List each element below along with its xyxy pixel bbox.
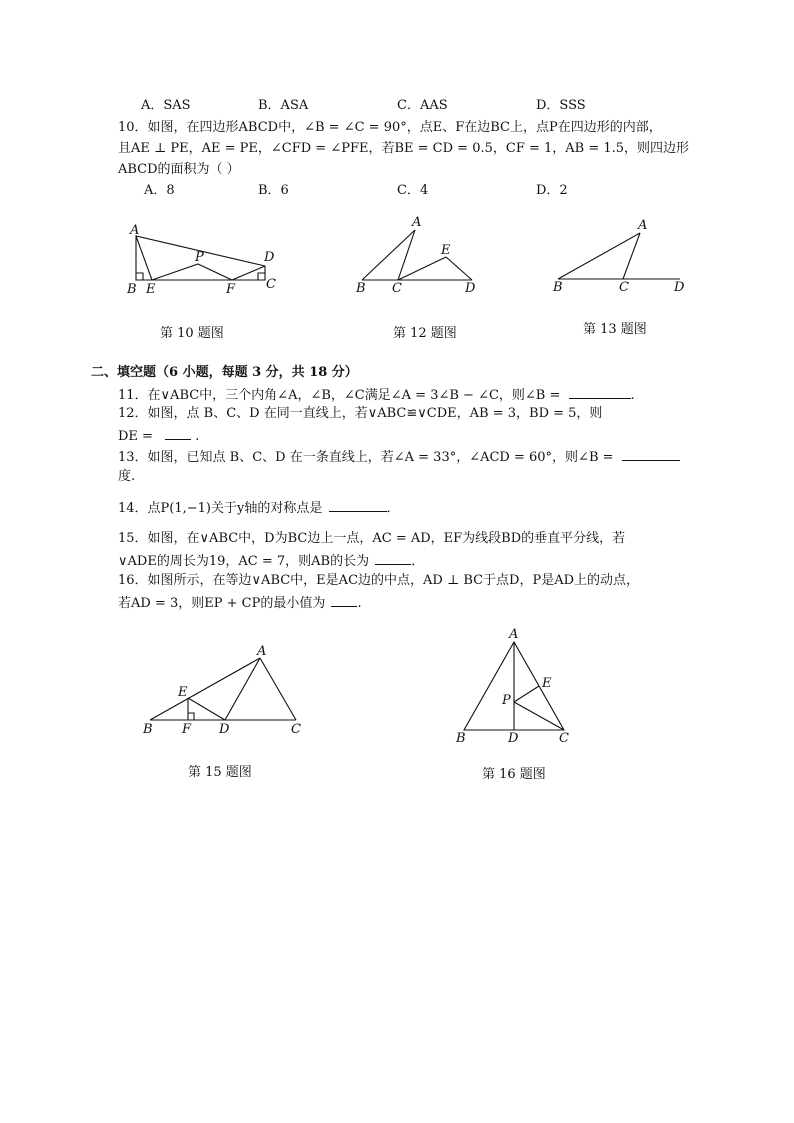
fig12-label-a: A	[412, 215, 422, 230]
q12-answer-blank[interactable]	[165, 427, 191, 440]
fig16-label-a: A	[509, 627, 519, 642]
q11-text: 11．在∨ABC中，三个内角∠A，∠B，∠C满足∠A = 3∠B − ∠C，则∠B =	[118, 388, 561, 403]
fig16-label-d: D	[508, 731, 519, 746]
fig15-right-angle-f	[188, 713, 194, 720]
fig15-label-e: E	[178, 685, 188, 700]
figure-15	[140, 645, 310, 745]
q10-option-d: D．2	[536, 183, 568, 198]
fig10-caption: 第 10 题图	[160, 326, 224, 341]
fig15-caption: 第 15 题图	[188, 765, 252, 780]
fig12-caption: 第 12 题图	[393, 326, 457, 341]
q16-text-2: 若AD = 3，则EP + CP的最小值为	[118, 596, 326, 611]
fig12-label-e: E	[441, 243, 451, 258]
q13-text: 13．如图，已知点 B、C、D 在一条直线上，若∠A = 33°，∠ACD = 60°，则∠B =	[118, 450, 614, 465]
q9-option-a: A．SAS	[141, 98, 191, 113]
q12-line-1: 12．如图，点 B、C、D 在同一直线上，若∨ABC≌∨CDE，AB = 3，BD = 5，则	[118, 406, 603, 421]
q12-line-2	[118, 427, 199, 445]
fig15-label-c: C	[291, 722, 301, 737]
fig12-label-c: C	[392, 281, 402, 296]
q9-option-c: C．AAS	[397, 98, 448, 113]
fig15-label-a: A	[257, 644, 267, 659]
fig15-label-d: D	[219, 722, 230, 737]
fig10-label-e: E	[146, 282, 156, 297]
fig15-label-b: B	[143, 722, 153, 737]
q15-line-1: 15．如图，在∨ABC中，D为BC边上一点，AC = AD，EF为线段BD的垂直平分线，若	[118, 531, 626, 546]
figure-12	[350, 210, 490, 300]
fig10-label-p: P	[195, 250, 204, 265]
fig10-right-angle-c	[258, 273, 265, 280]
q16-period: .	[357, 596, 362, 611]
q11-answer-blank[interactable]	[569, 386, 631, 399]
fig10-label-b: B	[127, 282, 137, 297]
q12-period: .	[195, 429, 200, 444]
fig15-label-f: F	[182, 722, 192, 737]
figure-16	[452, 626, 582, 756]
section-2-heading: 二、填空题（6 小题，每题 3 分，共 18 分）	[91, 365, 358, 380]
fig16-label-e: E	[542, 676, 552, 691]
q9-option-b: B．ASA	[258, 98, 309, 113]
q16-line-1: 16．如图所示，在等边∨ABC中，E是AC边的中点，AD ⊥ BC于点D，P是AD上的动点，	[118, 573, 640, 588]
q9-option-d: D．SSS	[536, 98, 586, 113]
fig13-segment-ac	[623, 233, 640, 279]
fig16-segment-pe	[514, 686, 539, 702]
q14-text: 14．点P(1,−1)关于y轴的对称点是	[118, 501, 323, 516]
fig16-label-b: B	[456, 731, 466, 746]
fig10-path-epf	[152, 264, 265, 280]
fig10-right-angle-b	[136, 273, 143, 280]
q10-line-3: ABCD的面积为（ ）	[118, 162, 240, 177]
fig10-label-d: D	[264, 250, 275, 265]
q11	[118, 386, 635, 404]
fig16-label-c: C	[559, 731, 569, 746]
figure-13	[548, 215, 688, 295]
fig13-label-b: B	[553, 280, 563, 295]
fig13-label-a: A	[638, 218, 648, 233]
fig15-segment-ba	[150, 658, 260, 720]
q14-answer-blank[interactable]	[329, 499, 387, 512]
q14	[118, 499, 400, 517]
fig10-label-c: C	[266, 277, 276, 292]
q10-option-b: B．6	[258, 183, 289, 198]
q14-period: ．	[386, 501, 400, 516]
q13-answer-blank[interactable]	[622, 448, 680, 461]
fig12-label-d: D	[465, 281, 476, 296]
q15-answer-blank[interactable]	[375, 552, 411, 565]
q12-text-2: DE =	[118, 429, 153, 444]
q15-period: ．	[411, 554, 425, 569]
q10-option-a: A．8	[144, 183, 175, 198]
q10-line-1: 10．如图，在四边形ABCD中，∠B = ∠C = 90°，点E、F在边BC上，点P在四边形的内部，	[118, 120, 662, 135]
fig12-segment-ed	[446, 257, 472, 280]
fig10-label-f: F	[226, 282, 236, 297]
q16-answer-blank[interactable]	[331, 594, 357, 607]
fig10-label-a: A	[130, 223, 140, 238]
q15-text-2: ∨ADE的周长为19，AC = 7，则AB的长为	[118, 554, 370, 569]
q10-line-2: 且AE ⊥ PE，AE = PE，∠CFD = ∠PFE，若BE = CD = 0.5，CF = 1，AB = 1.5，则四边形	[118, 141, 690, 156]
fig12-label-b: B	[356, 281, 366, 296]
fig13-caption: 第 13 题图	[583, 322, 647, 337]
fig15-segment-ac	[260, 658, 296, 720]
q13-line-1	[118, 448, 680, 466]
figure-10	[120, 218, 290, 298]
q11-period: .	[630, 388, 635, 403]
q16-line-2	[118, 594, 362, 612]
fig16-caption: 第 16 题图	[482, 767, 546, 782]
q15-line-2	[118, 552, 424, 570]
q10-option-c: C．4	[397, 183, 429, 198]
fig13-label-d: D	[674, 280, 685, 295]
fig16-label-p: P	[502, 693, 511, 708]
fig13-label-c: C	[619, 280, 629, 295]
q13-line-2: 度.	[118, 469, 136, 484]
fig13-segment-ab	[558, 233, 640, 279]
